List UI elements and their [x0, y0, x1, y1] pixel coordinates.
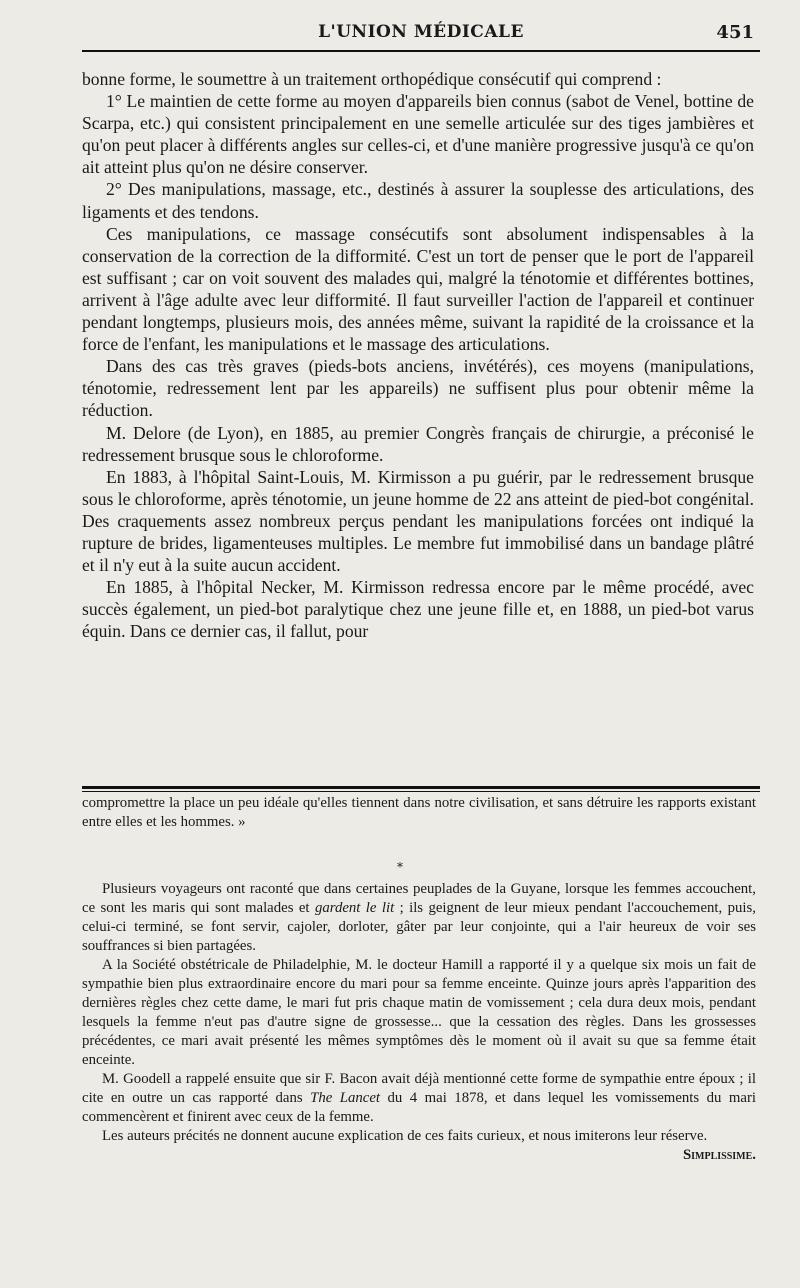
main-text: [82, 68, 754, 642]
footnote-text: Les auteurs précités ne donnent aucune explication de ces faits curieux, et nous imiterons leur réserve.: [102, 1128, 708, 1144]
footnote-paragraph: compromettre la place un peu idéale qu'elles tiennent dans notre civilisation, et sans détruire les rapports existant entre elles et les hommes. »: [82, 795, 756, 830]
footnote-paragraph: [82, 1127, 756, 1163]
running-header: [82, 18, 760, 46]
paragraph: M. Delore (de Lyon), en 1885, au premier Congrès français de chirurgie, a préconisé le redressement brusque sous le chloroforme.: [82, 422, 754, 465]
footnote-paragraph: [82, 1070, 756, 1127]
footnote-paragraph: A la Société obstétricale de Philadelphie, M. le docteur Hamill a rapporté il y a quelque six mois un fait de sympathie bien plus extraordinaire encore du mari pour sa femme enceinte. Quinze jours après l'apparition des dernières règles chez cette dame, le mari fut pris chaque matin de vomissement ; cela dura deux mois, pendant lesquels la femme n'eut pas d'autre signe de grossesse... que la cessation des règles. Dans les grossesses précédentes, ce mari avait présenté les mêmes symptômes dès le moment où il avait su que sa femme était enceinte.: [82, 957, 756, 1068]
section-separator: *: [397, 860, 403, 874]
paragraph: Ces manipulations, ce massage consécutifs sont absolument indispensables à la conservation de la correction de la difformité. C'est un tort de penser que le port de l'appareil est suffisant ; car on voit souvent des malades qui, malgré la ténotomie et différentes bottines, arrivent à l'âge adulte avec leur difformité. Il faut surveiller l'action de l'appareil et continuer pendant longtemps, plusieurs mois, des années même, suivant la rapidité de la croissance et la force de l'enfant, les manipulations et le massage des articulations.: [82, 223, 754, 355]
footnote-text: du 4 mai 1878, et dans lequel les vomissements du mari commencèrent et finirent avec ceux de la femme.: [82, 1090, 757, 1125]
page-number: 451: [716, 22, 754, 43]
footnote-paragraph: [82, 880, 756, 956]
feuilleton-continuation: [82, 794, 756, 832]
feuilleton-rule: [82, 786, 760, 789]
paragraph: 2° Des manipulations, massage, etc., destinés à assurer la souplesse des articulations, des ligaments et des tendons.: [82, 179, 754, 222]
footnote-text: Plusieurs voyageurs ont raconté que dans certaines peuplades de la Guyane, lorsque les femmes accouchent, ce sont les maris qui sont malades et: [82, 881, 756, 916]
footnote-italic: gardent le lit: [314, 900, 395, 916]
footnote-text: M. Goodell a rappelé ensuite que sir F. Bacon avait déjà mentionné cette forme de sympathie entre époux ; il cite en outre un cas rapporté dans: [82, 1071, 756, 1106]
feuilleton-text: [82, 880, 756, 1165]
header-rule: [82, 50, 760, 52]
paragraph: bonne forme, le soumettre à un traitement orthopédique consécutif qui comprend :: [82, 69, 662, 89]
signature: Simplissime.: [682, 1147, 756, 1163]
footnote-text: ; ils geignent de leur mieux pendant l'accouchement, puis, celui-ci terminé, se font servir, cajoler, dorloter, gâter par leur conjointe, qui a l'air heureux de voir ses souffrances si bien partagées.: [82, 900, 756, 954]
journal-title: L'UNION MÉDICALE: [318, 22, 524, 42]
paragraph: 1° Le maintien de cette forme au moyen d'appareils bien connus (sabot de Venel, bottine de Scarpa, etc.) qui consistent principalement en une semelle articulée sur des tiges jambières et qu'on peut placer à différents angles sur celles-ci, et d'une manière progressive jusqu'à ce qu'on ait atteint plus qu'on ne désire conserver.: [82, 91, 754, 178]
paragraph: En 1883, à l'hôpital Saint-Louis, M. Kirmisson a pu guérir, par le redressement brusque sous le chloroforme, après ténotomie, un jeune homme de 22 ans atteint de pied-bot congénital. Des craquements assez nombreux perçus pendant les manipulations forcées ont indiqué la rupture de brides, ligamenteuses multiples. Le membre fut immobilisé dans un bandage plâtré et il n'y eut à la suite aucun accident.: [82, 466, 754, 576]
paragraph: Dans des cas très graves (pieds-bots anciens, invétérés), ces moyens (manipulations, ténotomie, redressement lent par les appareils) ne suffisent plus pour obtenir même la réduction.: [82, 356, 754, 421]
paragraph: En 1885, à l'hôpital Necker, M. Kirmisson redressa encore par le même procédé, avec succès également, un pied-bot paralytique chez une jeune fille et, en 1888, un pied-bot varus équin. Dans ce dernier cas, il fallut, pour: [82, 577, 754, 642]
feuilleton-rule-thin: [82, 791, 760, 792]
footnote-italic: The Lancet: [310, 1090, 381, 1106]
